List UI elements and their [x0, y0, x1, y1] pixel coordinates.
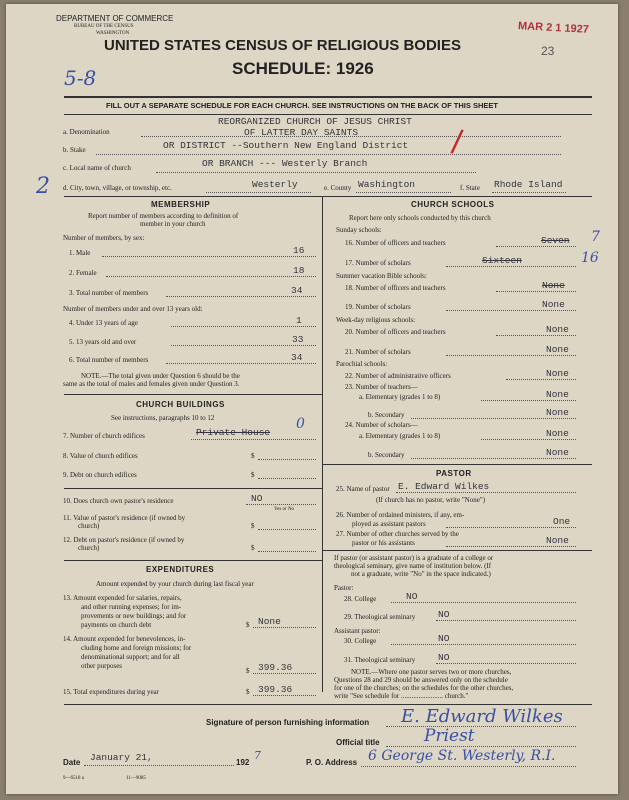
q6-label: 6. Total number of members — [69, 356, 149, 364]
q29-value: NO — [438, 609, 450, 620]
q18-value: None — [542, 280, 565, 291]
graduate-note: If pastor (or assistant pastor) is a graduate of a college or — [334, 554, 494, 562]
q18-label: 18. Number of officers and teachers — [345, 284, 446, 292]
po-address: 6 George St. Westerly, R.I. — [368, 748, 556, 764]
q4-label: 4. Under 13 years of age — [69, 319, 138, 327]
q12-dollar: $ — [251, 544, 255, 552]
q15-value: 399.36 — [258, 684, 293, 695]
q8-dollar: $ — [251, 452, 255, 460]
state-label: f. State — [460, 184, 480, 192]
q11-label-2: church) — [78, 522, 100, 530]
graduate-note-3: not a graduate, write "No" in the space indicated.) — [351, 570, 491, 578]
q24a-value: None — [546, 428, 569, 439]
q2-value: 18 — [293, 265, 305, 276]
q14-label-2: cluding home and foreign missions; for — [81, 644, 192, 652]
official-title-label: Official title — [336, 738, 380, 747]
membership-note-2: same as the total of males and females given under Question 3. — [63, 380, 240, 388]
q16-value: Seven — [541, 235, 570, 246]
signature-label: Signature of person furnishing information — [206, 718, 370, 727]
denomination-label: a. Denomination — [63, 128, 110, 136]
form-code: 9—6518 a — [63, 776, 84, 781]
assistant-sub-label: Assistant pastor: — [334, 627, 381, 635]
local-name-value: OR BRANCH --- Westerly Branch — [202, 158, 368, 169]
q13-value: None — [258, 616, 281, 627]
q14-dollar: $ — [246, 667, 250, 675]
check-mark: / — [449, 123, 465, 160]
sunday-label: Sunday schools: — [336, 226, 382, 234]
city-label: d. City, town, village, or township, etc. — [63, 184, 172, 192]
q13-label-4: payments on church debt — [81, 621, 152, 629]
q27-label: 27. Number of other churches served by the — [336, 530, 459, 538]
q4-value: 1 — [296, 315, 302, 326]
q26-label-2: ployed as assistant pastors — [352, 520, 426, 528]
q23b-value: None — [546, 407, 569, 418]
q2-label: 2. Female — [69, 269, 97, 277]
pastor-note-2: Questions 28 and 29 should be answered only on the schedule — [334, 676, 508, 684]
year-digit: 7 — [254, 749, 261, 762]
graduate-note-2: theological seminary, give name of institution below. (If — [334, 562, 492, 570]
q14-label-4: other purposes — [81, 662, 123, 670]
denomination-line1: REORGANIZED CHURCH OF JESUS CHRIST — [218, 116, 412, 127]
parochial-label: Parochial schools: — [336, 360, 388, 368]
q19-label: 19. Number of scholars — [345, 303, 411, 311]
q10-value: NO — [251, 493, 263, 504]
census-form — [6, 4, 618, 794]
q27-label-2: pastor or his assistants — [352, 539, 415, 547]
form-code-2: 11—9085 — [126, 776, 146, 781]
q24b-label: b. Secondary — [368, 451, 405, 459]
q19-value: None — [542, 299, 565, 310]
instructions-banner: FILL OUT A SEPARATE SCHEDULE FOR EACH CHURCH. SEE INSTRUCTIONS ON THE BACK OF THIS SHEET — [106, 101, 498, 110]
received-stamp: MAR 2 1 1927 — [517, 20, 590, 36]
margin-mark-2: 2 — [36, 174, 50, 199]
q24-label: 24. Number of scholars— — [345, 421, 418, 429]
q8-label: 8. Value of church edifices — [63, 452, 138, 460]
q7-corrected: 0 — [296, 416, 305, 432]
buildings-intro: See instructions, paragraphs 10 to 12 — [111, 414, 215, 422]
department: DEPARTMENT OF COMMERCE — [56, 14, 174, 23]
q3-label: 3. Total number of members — [69, 289, 149, 297]
q15-dollar: $ — [246, 688, 250, 696]
q11-dollar: $ — [251, 522, 255, 530]
age-intro: Number of members under and over 13 years old: — [63, 305, 203, 313]
q6-value: 34 — [291, 352, 303, 363]
q25-note: (If church has no pastor, write "None") — [376, 496, 486, 504]
pastor-note: NOTE.—Where one pastor serves two or more churches, — [351, 668, 512, 676]
q16-label: 16. Number of officers and teachers — [345, 239, 446, 247]
pastor-note-3: for one of the churches; on the schedules for the other churches, — [334, 684, 514, 692]
q27-value: None — [546, 535, 569, 546]
date-value: January 21, — [90, 752, 153, 763]
q9-dollar: $ — [251, 471, 255, 479]
q7-value: Private House — [196, 427, 271, 438]
stake-value: OR DISTRICT --Southern New England District — [163, 140, 409, 151]
year-prefix: 192 — [236, 758, 250, 767]
q17-label: 17. Number of scholars — [345, 259, 411, 267]
q24a-label: a. Elementary (grades 1 to 8) — [359, 432, 441, 440]
q23a-label: a. Elementary (grades 1 to 8) — [359, 393, 441, 401]
pastor-sub-label: Pastor: — [334, 584, 354, 592]
q25-value: E. Edward Wilkes — [398, 481, 490, 492]
q20-label: 20. Number of officers and teachers — [345, 328, 446, 336]
stake-label: b. Stake — [63, 146, 86, 154]
q12-label: 12. Debt on pastor's residence (if owned by — [63, 536, 185, 544]
form-number: 23 — [541, 44, 555, 58]
q10-label: 10. Does church own pastor's residence — [63, 497, 174, 505]
q21-label: 21. Number of scholars — [345, 348, 411, 356]
q22-value: None — [546, 368, 569, 379]
city-header: WASHINGTON — [96, 31, 130, 36]
q5-label: 5. 13 years old and over — [69, 338, 137, 346]
schools-intro: Report here only schools conducted by this church — [349, 214, 491, 222]
q25-label: 25. Name of pastor — [336, 485, 390, 493]
local-name-label: c. Local name of church — [63, 164, 131, 172]
weekday-label: Week-day religious schools: — [336, 316, 416, 324]
county-value: Washington — [358, 179, 416, 190]
q30-label: 30. College — [344, 637, 377, 645]
by-sex-label: Number of members, by sex: — [63, 234, 145, 242]
q16-corrected: 7 — [591, 229, 600, 245]
q15-label: 15. Total expenditures during year — [63, 688, 159, 696]
q31-label: 31. Theological seminary — [344, 656, 416, 664]
yes-no-hint: Yes or No — [274, 507, 295, 512]
q3-value: 34 — [291, 285, 303, 296]
bureau: BUREAU OF THE CENSUS — [74, 24, 134, 29]
q28-label: 28. College — [344, 595, 377, 603]
pastor-note-4: write "See schedule for ........................ church." — [334, 692, 469, 700]
margin-mark: 5-8 — [64, 66, 97, 90]
expenditures-title: EXPENDITURES — [146, 565, 215, 574]
q9-label: 9. Debt on church edifices — [63, 471, 137, 479]
q20-value: None — [546, 324, 569, 335]
membership-title: MEMBERSHIP — [151, 200, 211, 209]
form-title: UNITED STATES CENSUS OF RELIGIOUS BODIES — [104, 37, 461, 54]
membership-intro-2: member in your church — [140, 220, 206, 228]
date-label: Date — [63, 758, 81, 767]
q23b-label: b. Secondary — [368, 411, 405, 419]
expenditures-intro: Amount expended by your church during last fiscal year — [96, 580, 254, 588]
signature: E. Edward Wilkes — [401, 706, 563, 727]
q14-value: 399.36 — [258, 662, 293, 673]
membership-note: NOTE.—The total given under Question 6 should be the — [81, 372, 240, 380]
q17-value: Sixteen — [482, 255, 522, 266]
official-title: Priest — [424, 726, 475, 746]
q31-value: NO — [438, 652, 450, 663]
q23a-value: None — [546, 389, 569, 400]
q21-value: None — [546, 344, 569, 355]
q1-value: 16 — [293, 245, 305, 256]
q13-label-3: provements or new buildings; and for — [81, 612, 187, 620]
state-value: Rhode Island — [494, 179, 563, 190]
q14-label-3: denominational support; and for all — [81, 653, 180, 661]
q12-label-2: church) — [78, 544, 100, 552]
membership-intro: Report number of members according to definition of — [88, 212, 239, 220]
q23-label: 23. Number of teachers— — [345, 383, 418, 391]
q13-label-2: and other running expenses; for im- — [81, 603, 182, 611]
q28-value: NO — [406, 591, 418, 602]
q11-label: 11. Value of pastor's residence (if owned by — [63, 514, 186, 522]
pastor-title: PASTOR — [436, 469, 472, 478]
q26-value: One — [553, 516, 571, 527]
q22-label: 22. Number of administrative officers — [345, 372, 451, 380]
county-label: e. County — [324, 184, 352, 192]
summer-label: Summer vacation Bible schools: — [336, 272, 427, 280]
denomination-line2: OF LATTER DAY SAINTS — [244, 127, 359, 138]
buildings-title: CHURCH BUILDINGS — [136, 400, 225, 409]
q5-value: 33 — [292, 334, 304, 345]
q26-label: 26. Number of ordained ministers, if any, em- — [336, 511, 465, 519]
schools-title: CHURCH SCHOOLS — [411, 200, 495, 209]
q30-value: NO — [438, 633, 450, 644]
q29-label: 29. Theological seminary — [344, 613, 416, 621]
q13-label: 13. Amount expended for salaries, repairs, — [63, 594, 182, 602]
q1-label: 1. Male — [69, 249, 91, 257]
po-address-label: P. O. Address — [306, 758, 358, 767]
q14-label: 14. Amount expended for benevolences, in- — [63, 635, 186, 643]
q13-dollar: $ — [246, 621, 250, 629]
q24b-value: None — [546, 447, 569, 458]
q17-corrected: 16 — [581, 250, 599, 266]
city-value: Westerly — [252, 179, 298, 190]
schedule-title: SCHEDULE: 1926 — [232, 59, 374, 78]
q7-label: 7. Number of church edifices — [63, 432, 145, 440]
